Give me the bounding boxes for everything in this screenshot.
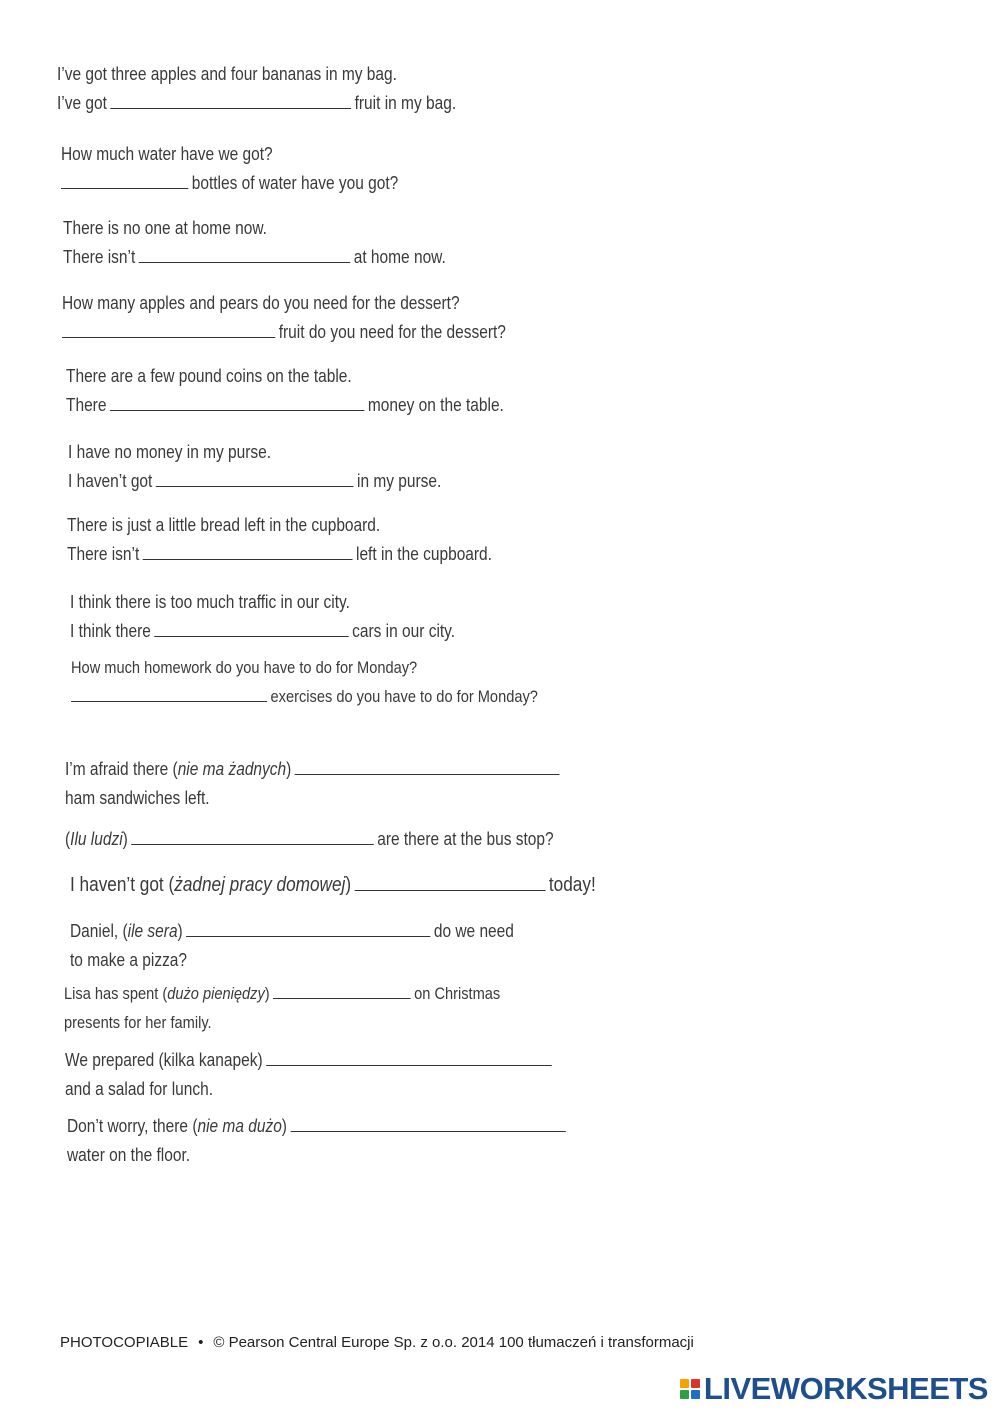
ex1-before-1: I’ve got <box>57 93 107 113</box>
ex2-after-5: on Christmas <box>414 984 501 1003</box>
photocopiable-label: PHOTOCOPIABLE <box>60 1334 189 1351</box>
logo-text: LIVEWORKSHEETS <box>703 1371 988 1406</box>
ex2-before-1: I’m afraid there ( <box>65 759 178 779</box>
ex2-item-2 <box>65 825 554 854</box>
ex1-answer-field-8[interactable] <box>154 620 348 637</box>
ex2-before-6: We prepared (kilka kanapek) <box>65 1050 263 1070</box>
ex1-before-7: There isn’t <box>67 544 140 564</box>
ex1-after-6: in my purse. <box>357 471 442 491</box>
ex2-answer-field-2[interactable] <box>131 828 374 845</box>
ex1-item-7 <box>67 511 492 569</box>
ex1-prompt-6: I have no money in my purse. <box>68 442 272 462</box>
ex2-line2-6: and a salad for lunch. <box>65 1079 214 1099</box>
ex2-answer-field-6[interactable] <box>266 1049 552 1066</box>
ex2-line2-7: water on the floor. <box>67 1145 191 1165</box>
ex1-prompt-8: I think there is too much traffic in our city. <box>70 592 350 612</box>
ex2-line2-1: ham sandwiches left. <box>65 788 210 808</box>
ex2-hint-close-4: ) <box>177 921 183 941</box>
ex2-before-3: I haven’t got ( <box>70 874 175 896</box>
ex1-before-8: I think there <box>70 621 151 641</box>
ex1-item-3 <box>63 214 446 272</box>
footer-bullet: • <box>198 1334 204 1351</box>
ex2-answer-field-3[interactable] <box>355 874 546 891</box>
ex1-item-6 <box>68 438 441 496</box>
ex2-hint-2: Ilu ludzi <box>70 829 123 849</box>
ex2-answer-field-1[interactable] <box>295 758 560 775</box>
ex2-hint-close-2: ) <box>122 829 128 849</box>
ex1-item-2 <box>61 140 398 198</box>
ex1-prompt-4: How many apples and pears do you need for the dessert? <box>62 293 460 313</box>
ex2-line2-5: presents for her family. <box>64 1013 212 1032</box>
logo-square-2 <box>691 1379 700 1388</box>
ex1-item-1 <box>57 60 456 118</box>
liveworksheets-logo[interactable] <box>680 1372 988 1406</box>
ex1-prompt-1: I’ve got three apples and four bananas in my bag. <box>57 64 397 84</box>
ex2-before-7: Don’t worry, there ( <box>67 1116 198 1136</box>
ex1-prompt-9: How much homework do you have to do for Monday? <box>71 658 418 677</box>
ex2-hint-close-7: ) <box>281 1116 287 1136</box>
ex1-after-5: money on the table. <box>367 395 504 415</box>
ex1-answer-field-7[interactable] <box>143 543 353 560</box>
ex1-answer-field-6[interactable] <box>156 470 354 487</box>
footer <box>60 1334 694 1351</box>
ex2-hint-close-3: ) <box>345 874 352 896</box>
ex1-after-3: at home now. <box>353 247 446 267</box>
ex1-answer-field-5[interactable] <box>110 394 365 411</box>
ex1-before-3: There isn’t <box>63 247 136 267</box>
ex1-after-4: fruit do you need for the dessert? <box>278 322 506 342</box>
ex1-after-1: fruit in my bag. <box>354 93 457 113</box>
ex2-hint-1: nie ma żadnych <box>177 759 287 779</box>
ex2-before-4: Daniel, ( <box>70 921 128 941</box>
ex2-before-5: Lisa has spent ( <box>64 984 168 1003</box>
logo-squares-icon <box>680 1379 700 1399</box>
ex1-item-5 <box>66 362 504 420</box>
ex2-item-5 <box>64 979 500 1037</box>
ex2-hint-4: ile sera <box>127 921 178 941</box>
logo-square-1 <box>680 1379 689 1388</box>
ex1-prompt-3: There is no one at home now. <box>63 218 267 238</box>
ex2-item-3 <box>70 871 596 900</box>
logo-square-3 <box>680 1390 689 1399</box>
ex1-after-8: cars in our city. <box>352 621 456 641</box>
ex2-after-3: today! <box>548 874 596 896</box>
ex1-prompt-2: How much water have we got? <box>61 144 273 164</box>
ex2-answer-field-4[interactable] <box>186 920 430 937</box>
ex1-item-4 <box>62 289 506 347</box>
ex2-answer-field-5[interactable] <box>273 982 411 999</box>
ex2-answer-field-7[interactable] <box>290 1115 565 1132</box>
ex2-item-7 <box>67 1112 569 1170</box>
ex1-answer-field-3[interactable] <box>139 246 351 263</box>
ex2-item-4 <box>70 917 514 975</box>
ex2-item-1 <box>65 755 563 813</box>
ex2-hint-close-1: ) <box>286 759 292 779</box>
ex1-answer-field-1[interactable] <box>110 92 351 109</box>
ex1-answer-field-2[interactable] <box>61 172 188 189</box>
ex1-prompt-7: There is just a little bread left in the cupboard. <box>67 515 381 535</box>
ex1-answer-field-4[interactable] <box>62 321 275 338</box>
ex1-after-7: left in the cupboard. <box>356 544 492 564</box>
ex1-before-6: I haven’t got <box>68 471 153 491</box>
ex1-item-9 <box>71 653 538 711</box>
ex2-after-4: do we need <box>433 921 514 941</box>
ex2-after-2: are there at the bus stop? <box>377 829 554 849</box>
ex2-hint-7: nie ma dużo <box>197 1116 282 1136</box>
ex2-hint-close-5: ) <box>264 984 270 1003</box>
ex1-prompt-5: There are a few pound coins on the table. <box>66 366 352 386</box>
ex2-before-2: ( <box>65 829 71 849</box>
ex1-item-8 <box>70 588 455 646</box>
copyright-text: © Pearson Central Europe Sp. z o.o. 2014 100 tłumaczeń i transformacji <box>213 1334 694 1351</box>
ex2-hint-3: żadnej pracy domowej <box>174 874 346 896</box>
logo-square-4 <box>691 1390 700 1399</box>
ex1-after-9: exercises do you have to do for Monday? <box>270 687 538 706</box>
ex2-item-6 <box>65 1046 555 1104</box>
ex1-after-2: bottles of water have you got? <box>191 173 399 193</box>
ex1-before-5: There <box>66 395 107 415</box>
ex2-hint-5: dużo pieniędzy <box>167 984 265 1003</box>
ex2-line2-4: to make a pizza? <box>70 950 188 970</box>
ex1-answer-field-9[interactable] <box>71 685 267 702</box>
